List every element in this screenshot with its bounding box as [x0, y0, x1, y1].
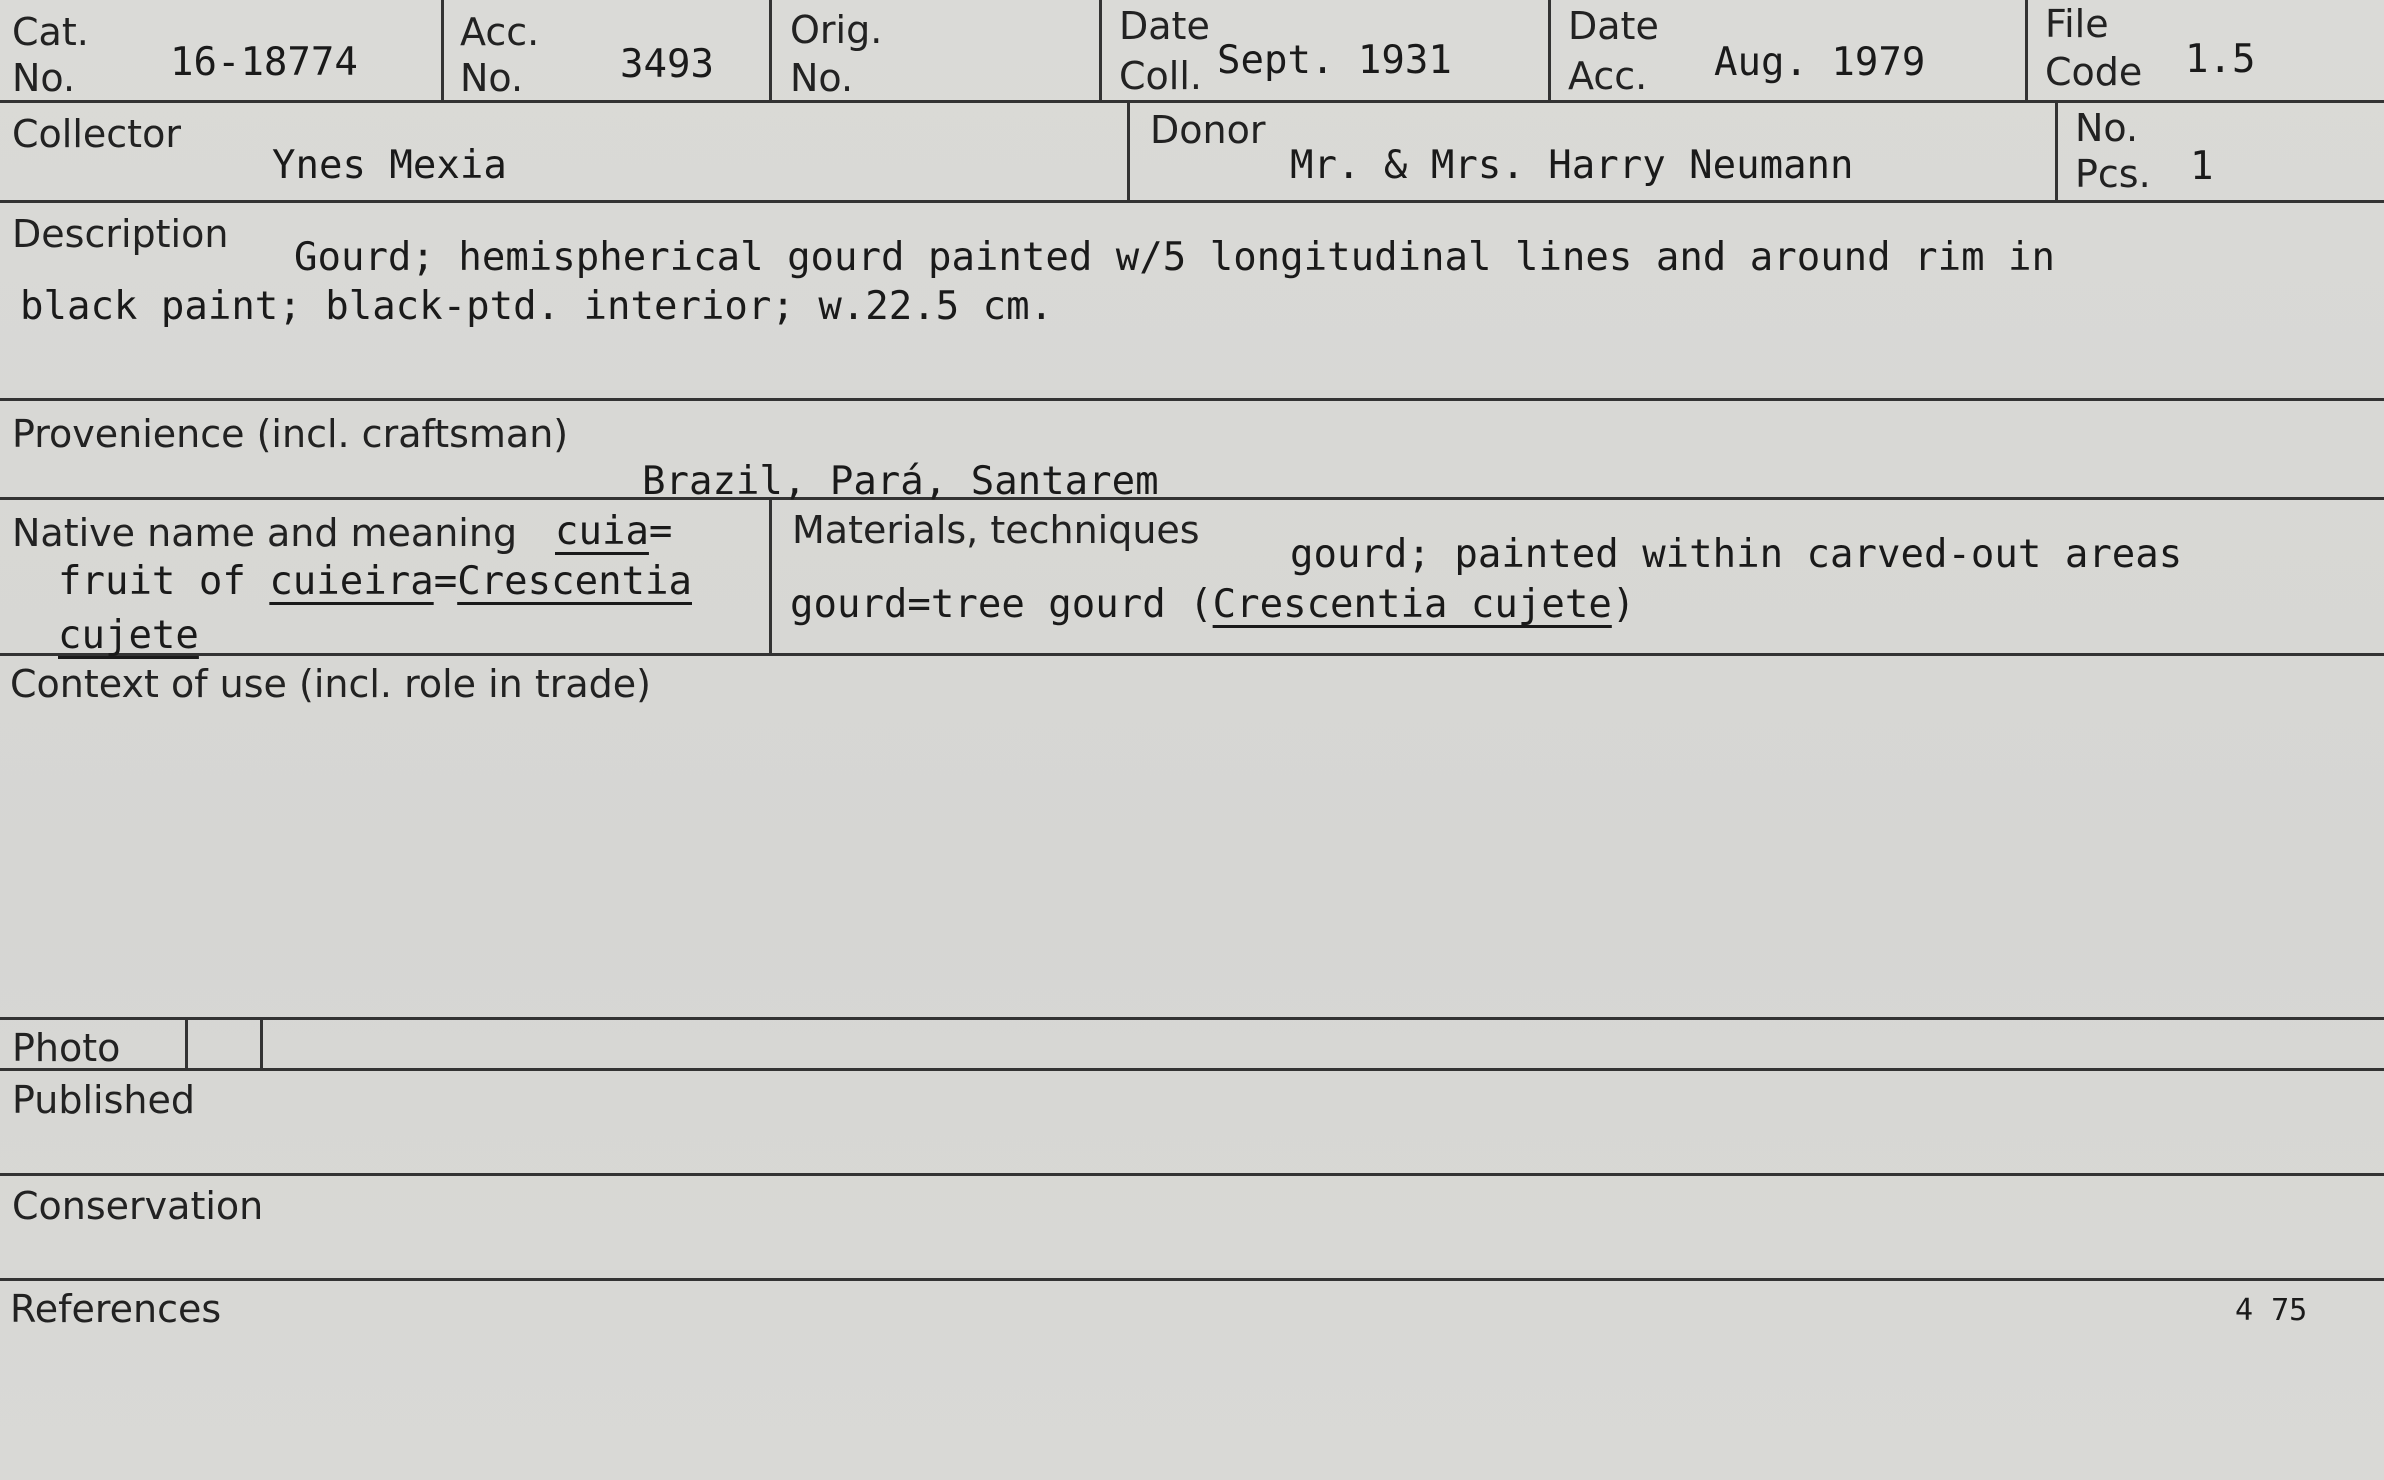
cat-no-label-bottom: No. — [12, 56, 76, 100]
file-code-label-bottom: Code — [2045, 50, 2143, 94]
date-acc-value: Aug. 1979 — [1714, 40, 1926, 85]
orig-no-label-bottom: No. — [790, 56, 854, 100]
cat-no-value: 16-18774 — [170, 40, 358, 85]
provenience-value: Brazil, Pará, Santarem — [642, 459, 1159, 504]
collector-value: Ynes Mexia — [272, 143, 507, 188]
rule-context-bottom — [0, 1017, 2384, 1020]
native-term-cujete: cujete — [58, 613, 199, 658]
rule-conservation-bottom — [0, 1278, 2384, 1281]
pieces-value: 1 — [2190, 144, 2214, 189]
rule-v-acc — [769, 0, 772, 101]
rule-v-native — [769, 497, 772, 654]
donor-value: Mr. & Mrs. Harry Neumann — [1290, 143, 1854, 188]
native-name-label: Native name and meaning — [12, 511, 518, 555]
file-code-value: 1.5 — [2185, 37, 2256, 82]
acc-no-value: 3493 — [620, 42, 714, 87]
rule-description-bottom — [0, 398, 2384, 401]
file-code-label-top: File — [2045, 2, 2109, 46]
description-line-1: Gourd; hemispherical gourd painted w/5 longitudinal lines and around rim in — [294, 235, 2055, 280]
materials-suffix: ) — [1611, 582, 1636, 627]
date-acc-label-top: Date — [1568, 4, 1659, 48]
rule-photo-bottom — [0, 1068, 2384, 1071]
native-name-line-1 — [555, 507, 672, 557]
date-coll-label-bottom: Coll. — [1119, 54, 1202, 98]
native-name-line-2 — [58, 557, 692, 607]
materials-line-1: gourd; painted within carved-out areas — [1290, 532, 2183, 577]
published-label: Published — [12, 1078, 195, 1122]
description-label: Description — [12, 212, 229, 256]
rule-v-photo-2 — [260, 1017, 263, 1069]
card-code: 4 75 — [2235, 1293, 2308, 1328]
materials-line-2 — [790, 580, 1635, 630]
materials-label: Materials, techniques — [792, 508, 1200, 552]
rule-v-photo-1 — [185, 1017, 188, 1069]
provenience-label: Provenience (incl. craftsman) — [12, 412, 569, 456]
rule-published-bottom — [0, 1173, 2384, 1176]
rule-v-collector — [1127, 100, 1130, 201]
pieces-label-top: No. — [2075, 106, 2139, 150]
rule-provenience-bottom — [0, 497, 2384, 500]
references-label: References — [10, 1287, 222, 1331]
native-term-cuieira: cuieira — [269, 559, 434, 604]
donor-label: Donor — [1150, 108, 1266, 152]
photo-label: Photo — [12, 1026, 121, 1070]
native-term-crescentia: Crescentia — [457, 559, 692, 604]
rule-v-orig — [1099, 0, 1102, 101]
native-name-line-3 — [58, 611, 199, 661]
acc-no-label-bottom: No. — [460, 56, 524, 100]
native-eq-1: = — [648, 509, 673, 554]
collector-label: Collector — [12, 112, 181, 156]
orig-no-label-top: Orig. — [790, 8, 883, 52]
rule-v-cat — [441, 0, 444, 101]
cat-no-label-top: Cat. — [12, 10, 89, 54]
pieces-label-bottom: Pcs. — [2075, 152, 2151, 196]
conservation-label: Conservation — [12, 1184, 264, 1228]
date-acc-label-bottom: Acc. — [1568, 54, 1648, 98]
native-prefix: fruit of — [58, 559, 270, 604]
date-coll-label-top: Date — [1119, 4, 1210, 48]
rule-v-dateacc — [2025, 0, 2028, 101]
rule-v-donor — [2055, 100, 2058, 201]
native-term-cuia: cuia — [555, 509, 649, 554]
date-coll-value: Sept. 1931 — [1217, 38, 1452, 83]
rule-native-bottom — [0, 653, 2384, 656]
materials-prefix: gourd=tree gourd ( — [790, 582, 1213, 627]
rule-v-datecoll — [1548, 0, 1551, 101]
rule-collector-bottom — [0, 200, 2384, 203]
native-eq-2: = — [433, 559, 458, 604]
description-line-2: black paint; black-ptd. interior; w.22.5 cm. — [20, 284, 1054, 329]
acc-no-label-top: Acc. — [460, 10, 540, 54]
materials-term: Crescentia cujete — [1212, 582, 1612, 627]
context-label: Context of use (incl. role in trade) — [10, 662, 651, 706]
